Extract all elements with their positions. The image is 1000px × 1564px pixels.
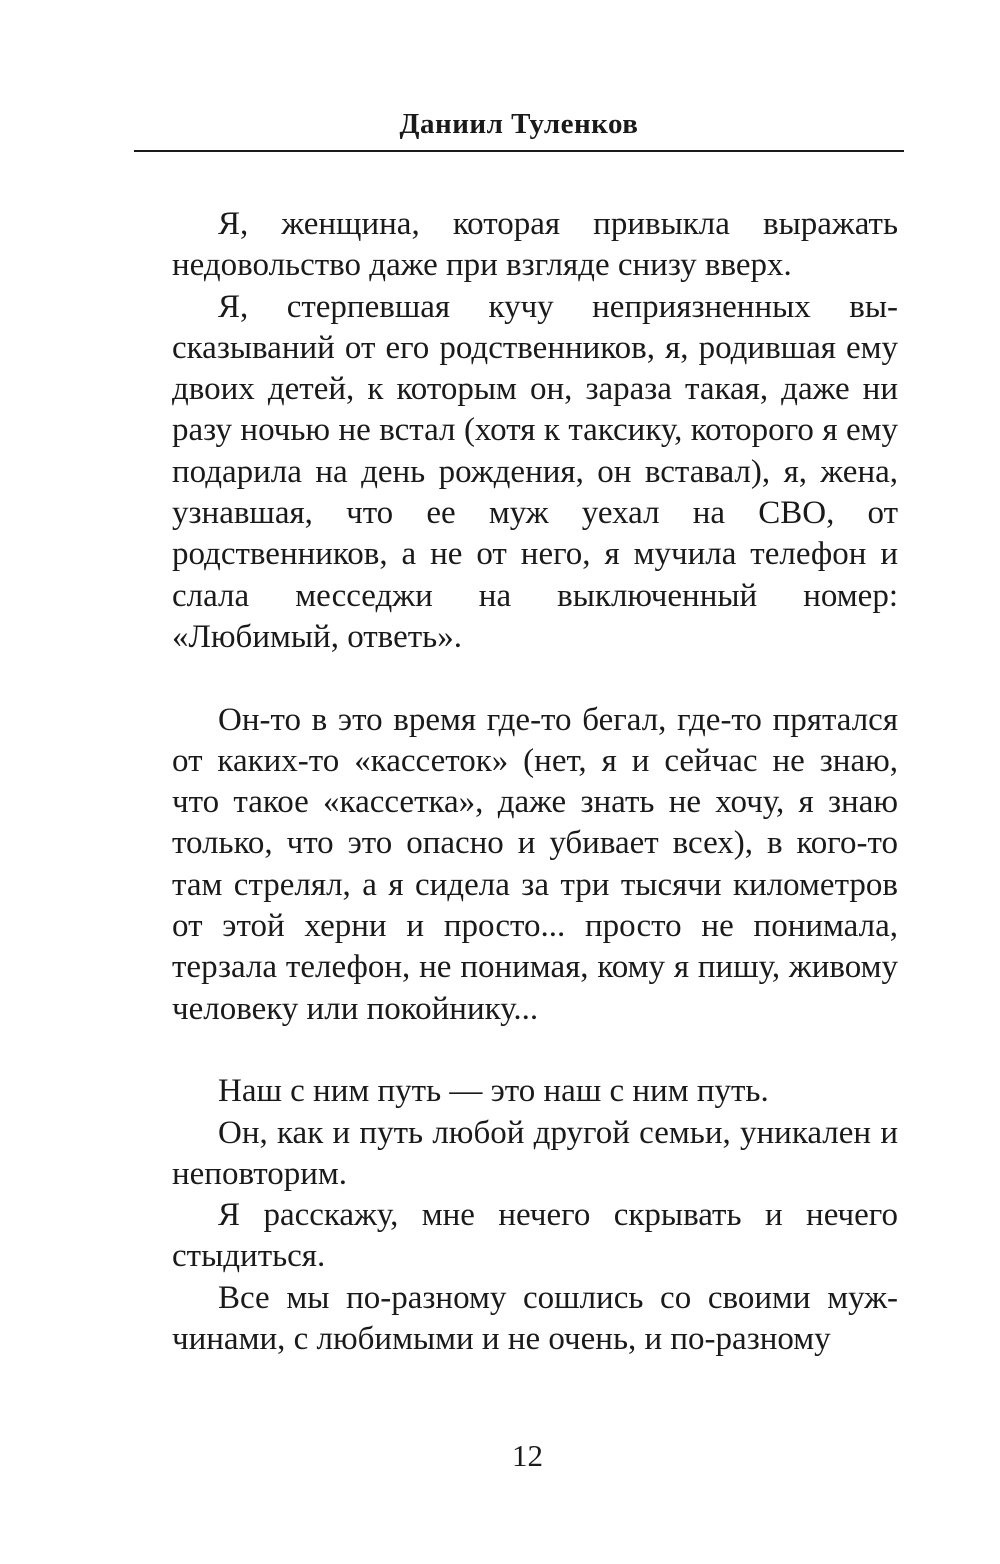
- running-head-author: Даниил Туленков: [399, 108, 639, 140]
- paragraph: Он-то в это время где-то бегал, где-то прятался от каких-то «кассеток» (нет, я и сейчас не знаю, что такое «кассетка», даже знать не хочу, я знаю только, что это опасно и убивает всех), в кого-то там стрелял, а я сидела за три тысячи километров от этой херни и просто... просто не понимала, терзала телефон, не понимая, кому я пишу, живому человеку или покойнику...: [172, 701, 898, 1027]
- paragraph: Я, стерпевшая кучу неприязненных высказываний от его родственников, я, родившая ему двоих детей, к которым он, зараза такая, даже ни разу ночью не встал (хотя к таксику, которого я ему подарила на день рождения, он вставал), я, жена, узнавшая, что ее муж уехал на СВО, от родственников, а не от него, я мучила телефон и слала месседжи на выключенный номер: «Любимый, ответь».: [172, 288, 898, 655]
- paragraph: Я расскажу, мне нечего скрывать и нечего стыдиться.: [172, 1197, 898, 1275]
- header-divider: [134, 150, 904, 152]
- paragraph: Я, женщина, которая привыкла выражать недовольство даже при взгляде снизу вверх.: [172, 206, 898, 284]
- page-number: 12: [512, 1438, 543, 1473]
- body-text: [172, 204, 898, 1360]
- paragraph: Он, как и путь любой другой семьи, уникален и неповторим.: [172, 1114, 898, 1192]
- paragraph: Все мы по-разному сошлись со своими мужчинами, с любимыми и не очень, и по-разному: [172, 1279, 898, 1358]
- paragraph: Наш с ним путь — это наш с ним путь.: [218, 1073, 769, 1110]
